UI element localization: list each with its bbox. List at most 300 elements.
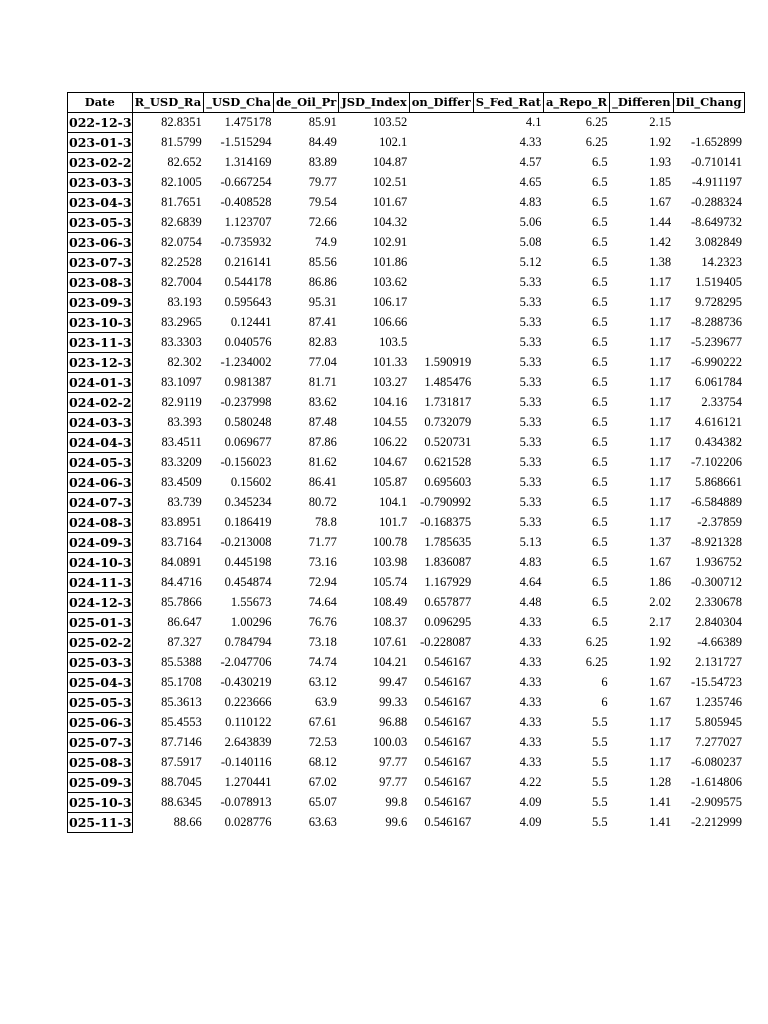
table-cell[interactable]: 78.8 xyxy=(314,515,337,529)
table-cell[interactable]: 14.2323 xyxy=(701,255,742,269)
table-cell[interactable]: 74.9 xyxy=(314,235,337,249)
table-cell[interactable]: 2.02 xyxy=(649,595,672,609)
date-cell[interactable]: 024-02-2 xyxy=(68,393,133,413)
table-cell[interactable]: 1.86 xyxy=(649,575,672,589)
table-cell[interactable]: 5.33 xyxy=(519,515,542,529)
table-cell[interactable]: 5.08 xyxy=(519,235,542,249)
table-cell[interactable]: 106.66 xyxy=(372,315,408,329)
table-cell[interactable]: 6.5 xyxy=(591,595,608,609)
table-cell[interactable]: 82.8351 xyxy=(161,115,202,130)
table-cell[interactable]: 5.5 xyxy=(591,755,608,769)
table-cell[interactable]: 1.55673 xyxy=(230,595,272,609)
table-cell[interactable]: 6.5 xyxy=(591,155,608,169)
table-cell[interactable]: 6.5 xyxy=(591,395,608,409)
table-cell[interactable]: 82.7004 xyxy=(161,275,202,289)
table-cell[interactable]: 6.5 xyxy=(591,615,608,629)
table-cell[interactable]: 1.41 xyxy=(649,815,672,829)
table-cell[interactable]: 105.87 xyxy=(372,475,408,489)
table-cell[interactable]: 1.17 xyxy=(649,435,672,449)
date-cell[interactable]: 024-05-3 xyxy=(68,453,133,473)
table-cell[interactable]: 6.5 xyxy=(591,535,608,549)
table-cell[interactable]: -0.288324 xyxy=(690,195,742,209)
table-cell[interactable]: 1.17 xyxy=(649,455,672,469)
table-cell[interactable]: 1.41 xyxy=(649,795,672,809)
table-cell[interactable]: 0.454874 xyxy=(224,575,272,589)
table-cell[interactable]: 1.44 xyxy=(649,215,672,229)
table-cell[interactable]: -1.515294 xyxy=(220,135,272,149)
column-header[interactable]: de_Oil_Pr xyxy=(273,93,338,113)
table-cell[interactable]: 1.17 xyxy=(649,295,672,309)
table-cell[interactable]: 1.17 xyxy=(649,415,672,429)
date-cell[interactable]: 022-12-3 xyxy=(68,113,133,133)
table-cell[interactable]: 0.096295 xyxy=(424,615,472,629)
table-cell[interactable]: 82.0754 xyxy=(161,235,202,249)
table-cell[interactable]: 1.123707 xyxy=(224,215,272,229)
table-cell[interactable]: 1.28 xyxy=(649,775,672,789)
table-cell[interactable]: 4.22 xyxy=(519,775,542,789)
date-cell[interactable]: 024-10-3 xyxy=(68,553,133,573)
column-header[interactable]: Dil_Chang xyxy=(673,93,744,113)
column-header[interactable]: _USD_Cha xyxy=(204,93,274,113)
table-cell[interactable]: 103.27 xyxy=(372,375,408,389)
table-cell[interactable]: 105.74 xyxy=(372,575,408,589)
table-cell[interactable]: 73.18 xyxy=(308,635,337,649)
table-cell[interactable]: 5.33 xyxy=(519,475,542,489)
table-cell[interactable]: 6.5 xyxy=(591,515,608,529)
table-cell[interactable]: -0.237998 xyxy=(220,395,272,409)
table-cell[interactable]: 103.98 xyxy=(372,555,408,569)
table-cell[interactable]: 6.5 xyxy=(591,235,608,249)
table-cell[interactable]: 1.785635 xyxy=(424,535,472,549)
table-cell[interactable]: -0.228087 xyxy=(420,635,472,649)
table-cell[interactable]: 86.647 xyxy=(167,615,202,629)
date-cell[interactable]: 024-04-3 xyxy=(68,433,133,453)
table-cell[interactable]: 5.33 xyxy=(519,495,542,509)
table-cell[interactable]: 4.1 xyxy=(525,115,542,130)
table-cell[interactable]: 6.5 xyxy=(591,575,608,589)
table-cell[interactable]: 1.270441 xyxy=(224,775,272,789)
table-cell[interactable]: 0.546167 xyxy=(424,815,472,829)
table-cell[interactable]: -6.080237 xyxy=(690,755,742,769)
table-cell[interactable]: 104.55 xyxy=(372,415,408,429)
table-cell[interactable]: 1.38 xyxy=(649,255,672,269)
table-cell[interactable]: 5.12 xyxy=(519,255,542,269)
table-cell[interactable]: 6.25 xyxy=(585,655,608,669)
table-cell[interactable]: 1.17 xyxy=(649,315,672,329)
table-cell[interactable]: 5.868661 xyxy=(695,475,742,489)
table-cell[interactable]: 63.9 xyxy=(314,695,337,709)
table-cell[interactable]: 1.17 xyxy=(649,755,672,769)
table-cell[interactable]: 4.65 xyxy=(519,175,542,189)
table-cell[interactable]: 74.74 xyxy=(308,655,337,669)
table-cell[interactable]: -8.921328 xyxy=(690,535,742,549)
table-cell[interactable]: -5.239677 xyxy=(690,335,742,349)
table-cell[interactable]: 5.805945 xyxy=(695,715,742,729)
table-cell[interactable]: 1.17 xyxy=(649,475,672,489)
table-cell[interactable]: 1.67 xyxy=(649,555,672,569)
table-cell[interactable]: 1.17 xyxy=(649,355,672,369)
table-cell[interactable]: 0.695603 xyxy=(424,475,472,489)
table-cell[interactable]: 67.61 xyxy=(308,715,337,729)
table-cell[interactable]: -0.735932 xyxy=(220,235,272,249)
table-cell[interactable]: -0.140116 xyxy=(220,755,272,769)
table-cell[interactable]: 84.4716 xyxy=(161,575,202,589)
table-cell[interactable]: 6.5 xyxy=(591,435,608,449)
table-cell[interactable]: 83.1097 xyxy=(161,375,202,389)
table-cell[interactable]: -6.990222 xyxy=(690,355,742,369)
table-cell[interactable]: -1.652899 xyxy=(690,135,742,149)
table-cell[interactable]: 6.5 xyxy=(591,295,608,309)
table-cell[interactable]: 83.3303 xyxy=(161,335,202,349)
column-header[interactable]: on_Differ xyxy=(409,93,473,113)
date-cell[interactable]: 024-11-3 xyxy=(68,573,133,593)
date-cell[interactable]: 023-04-3 xyxy=(68,193,133,213)
date-cell[interactable]: 025-06-3 xyxy=(68,713,133,733)
table-cell[interactable] xyxy=(409,213,473,233)
table-cell[interactable]: 0.621528 xyxy=(424,455,472,469)
table-cell[interactable]: -2.37859 xyxy=(697,515,742,529)
table-cell[interactable]: -4.911197 xyxy=(691,175,742,189)
table-cell[interactable]: -2.909575 xyxy=(690,795,742,809)
date-cell[interactable]: 024-01-3 xyxy=(68,373,133,393)
table-cell[interactable]: 83.739 xyxy=(167,495,202,509)
table-cell[interactable]: 82.1005 xyxy=(161,175,202,189)
table-cell[interactable] xyxy=(409,153,473,173)
table-cell[interactable]: 104.87 xyxy=(372,155,408,169)
table-cell[interactable]: 5.5 xyxy=(591,795,608,809)
table-cell[interactable]: 0.186419 xyxy=(224,515,272,529)
table-cell[interactable]: -7.102206 xyxy=(690,455,742,469)
table-cell[interactable]: 0.544178 xyxy=(224,275,272,289)
table-cell[interactable]: -4.66389 xyxy=(697,635,742,649)
table-cell[interactable]: 72.53 xyxy=(308,735,337,749)
date-cell[interactable]: 023-03-3 xyxy=(68,173,133,193)
table-cell[interactable]: 85.56 xyxy=(308,255,337,269)
date-cell[interactable]: 023-09-3 xyxy=(68,293,133,313)
table-cell[interactable]: -0.430219 xyxy=(220,675,272,689)
table-cell[interactable]: 99.6 xyxy=(385,815,408,829)
table-cell[interactable]: 108.49 xyxy=(372,595,408,609)
table-cell[interactable]: 96.88 xyxy=(379,715,408,729)
table-cell[interactable] xyxy=(409,233,473,253)
table-cell[interactable]: 103.52 xyxy=(372,115,408,130)
table-cell[interactable]: 0.981387 xyxy=(224,375,272,389)
table-cell[interactable]: 82.9119 xyxy=(161,395,202,409)
table-cell[interactable]: 3.082849 xyxy=(695,235,742,249)
table-cell[interactable]: 101.67 xyxy=(372,195,408,209)
date-cell[interactable]: 023-02-2 xyxy=(68,153,133,173)
table-cell[interactable]: 99.47 xyxy=(379,675,408,689)
table-cell[interactable]: 81.5799 xyxy=(161,135,202,149)
table-cell[interactable]: 1.37 xyxy=(649,535,672,549)
table-cell[interactable]: 1.731817 xyxy=(424,395,472,409)
table-cell[interactable]: 0.345234 xyxy=(224,495,272,509)
table-cell[interactable]: -0.710141 xyxy=(690,155,742,169)
table-cell[interactable]: 73.16 xyxy=(308,555,337,569)
date-cell[interactable]: 023-05-3 xyxy=(68,213,133,233)
table-cell[interactable]: 82.2528 xyxy=(161,255,202,269)
table-cell[interactable]: 104.1 xyxy=(379,495,408,509)
table-cell[interactable]: 0.546167 xyxy=(424,775,472,789)
table-cell[interactable]: 6.5 xyxy=(591,315,608,329)
table-cell[interactable]: 5.33 xyxy=(519,315,542,329)
date-cell[interactable]: 023-12-3 xyxy=(68,353,133,373)
table-cell[interactable]: -0.078913 xyxy=(220,795,272,809)
table-cell[interactable]: 85.4553 xyxy=(161,715,202,729)
table-cell[interactable]: 4.33 xyxy=(519,135,542,149)
table-cell[interactable]: 71.77 xyxy=(308,535,337,549)
table-cell[interactable]: 82.83 xyxy=(308,335,337,349)
table-cell[interactable]: 0.223666 xyxy=(224,695,272,709)
table-cell[interactable]: 1.42 xyxy=(649,235,672,249)
table-cell[interactable]: 0.546167 xyxy=(424,655,472,669)
table-cell[interactable]: 1.475178 xyxy=(224,115,272,130)
table-cell[interactable]: 1.17 xyxy=(649,735,672,749)
table-cell[interactable]: 4.83 xyxy=(519,555,542,569)
table-cell[interactable]: 99.33 xyxy=(379,695,408,709)
table-cell[interactable]: 5.33 xyxy=(519,355,542,369)
table-cell[interactable]: 0.15602 xyxy=(230,475,272,489)
table-cell[interactable]: 6.5 xyxy=(591,215,608,229)
table-cell[interactable]: 102.51 xyxy=(372,175,408,189)
table-cell[interactable]: -8.649732 xyxy=(690,215,742,229)
table-cell[interactable]: 1.00296 xyxy=(230,615,272,629)
table-cell[interactable]: 88.7045 xyxy=(161,775,202,789)
table-cell[interactable]: 5.5 xyxy=(591,735,608,749)
table-cell[interactable]: 4.48 xyxy=(519,595,542,609)
date-cell[interactable]: 024-09-3 xyxy=(68,533,133,553)
table-cell[interactable]: 0.040576 xyxy=(224,335,272,349)
table-cell[interactable]: 6.5 xyxy=(591,255,608,269)
table-cell[interactable]: 0.784794 xyxy=(224,635,272,649)
table-cell[interactable]: 63.12 xyxy=(308,675,337,689)
table-cell[interactable]: 103.62 xyxy=(372,275,408,289)
table-cell[interactable]: 65.07 xyxy=(308,795,337,809)
table-cell[interactable]: -0.300712 xyxy=(690,575,742,589)
table-cell[interactable] xyxy=(409,333,473,353)
table-cell[interactable]: 5.33 xyxy=(519,435,542,449)
table-cell[interactable]: 106.17 xyxy=(372,295,408,309)
table-cell[interactable]: 2.131727 xyxy=(695,655,742,669)
date-cell[interactable]: 023-07-3 xyxy=(68,253,133,273)
table-cell[interactable]: -0.408528 xyxy=(220,195,272,209)
table-cell[interactable]: 85.1708 xyxy=(161,675,202,689)
table-cell[interactable]: -8.288736 xyxy=(690,315,742,329)
table-cell[interactable]: 1.485476 xyxy=(424,375,472,389)
table-cell[interactable]: 5.33 xyxy=(519,295,542,309)
table-cell[interactable]: 81.7651 xyxy=(161,195,202,209)
table-cell[interactable]: 74.64 xyxy=(308,595,337,609)
date-cell[interactable]: 024-03-3 xyxy=(68,413,133,433)
table-cell[interactable]: 1.17 xyxy=(649,495,672,509)
table-cell[interactable]: 100.78 xyxy=(372,535,408,549)
table-cell[interactable]: 106.22 xyxy=(372,435,408,449)
table-cell[interactable]: 5.33 xyxy=(519,415,542,429)
table-cell[interactable]: 85.91 xyxy=(308,115,337,130)
table-cell[interactable]: 0.732079 xyxy=(424,415,472,429)
table-cell[interactable]: 1.17 xyxy=(649,275,672,289)
table-cell[interactable]: 0.546167 xyxy=(424,695,472,709)
column-header[interactable]: R_USD_Ra xyxy=(132,93,204,113)
table-cell[interactable]: 6.25 xyxy=(585,635,608,649)
table-cell[interactable]: 1.85 xyxy=(649,175,672,189)
table-cell[interactable]: 1.67 xyxy=(649,675,672,689)
table-cell[interactable]: 83.2965 xyxy=(161,315,202,329)
date-cell[interactable]: 024-06-3 xyxy=(68,473,133,493)
table-cell[interactable]: 103.5 xyxy=(379,335,408,349)
table-cell[interactable]: 82.6839 xyxy=(161,215,202,229)
table-cell[interactable]: 2.643839 xyxy=(224,735,272,749)
table-cell[interactable]: 5.33 xyxy=(519,335,542,349)
date-cell[interactable]: 023-10-3 xyxy=(68,313,133,333)
table-cell[interactable] xyxy=(409,313,473,333)
table-cell[interactable]: 83.4511 xyxy=(161,435,202,449)
table-cell[interactable]: 5.5 xyxy=(591,715,608,729)
table-cell[interactable]: 83.7164 xyxy=(161,535,202,549)
table-cell[interactable]: 6.25 xyxy=(585,115,608,130)
table-cell[interactable]: 107.61 xyxy=(372,635,408,649)
table-cell[interactable]: 0.580248 xyxy=(224,415,272,429)
table-cell[interactable]: -0.790992 xyxy=(420,495,472,509)
table-cell[interactable]: 68.12 xyxy=(308,755,337,769)
table-cell[interactable]: 87.41 xyxy=(308,315,337,329)
table-cell[interactable]: 79.77 xyxy=(308,175,337,189)
table-cell[interactable]: 83.393 xyxy=(167,415,202,429)
table-cell[interactable]: 108.37 xyxy=(372,615,408,629)
table-cell[interactable]: 0.595643 xyxy=(224,295,272,309)
table-cell[interactable]: 72.66 xyxy=(308,215,337,229)
table-cell[interactable]: 80.72 xyxy=(308,495,337,509)
table-cell[interactable]: 4.83 xyxy=(519,195,542,209)
table-cell[interactable]: -1.234002 xyxy=(220,355,272,369)
table-cell[interactable]: 1.17 xyxy=(649,335,672,349)
table-cell[interactable]: 104.32 xyxy=(372,215,408,229)
table-cell[interactable]: 0.546167 xyxy=(424,795,472,809)
table-cell[interactable]: 87.5917 xyxy=(161,755,202,769)
table-cell[interactable]: -0.156023 xyxy=(220,455,272,469)
table-cell[interactable]: 6.5 xyxy=(591,415,608,429)
table-cell[interactable]: 2.330678 xyxy=(695,595,742,609)
table-cell[interactable]: 1.167929 xyxy=(424,575,472,589)
table-cell[interactable]: 1.92 xyxy=(649,635,672,649)
table-cell[interactable]: 6.5 xyxy=(591,355,608,369)
table-cell[interactable]: 5.33 xyxy=(519,455,542,469)
table-cell[interactable]: 85.3613 xyxy=(161,695,202,709)
date-cell[interactable]: 023-08-3 xyxy=(68,273,133,293)
table-cell[interactable]: 9.728295 xyxy=(695,295,742,309)
table-cell[interactable]: 4.33 xyxy=(519,735,542,749)
table-cell[interactable]: 101.86 xyxy=(372,255,408,269)
table-cell[interactable]: -2.212999 xyxy=(690,815,742,829)
table-cell[interactable]: 87.48 xyxy=(308,415,337,429)
table-cell[interactable]: -0.168375 xyxy=(420,515,472,529)
date-cell[interactable]: 025-02-2 xyxy=(68,633,133,653)
table-cell[interactable]: 6.5 xyxy=(591,175,608,189)
date-cell[interactable]: 023-11-3 xyxy=(68,333,133,353)
table-cell[interactable]: 2.33754 xyxy=(701,395,742,409)
table-cell[interactable] xyxy=(409,293,473,313)
table-cell[interactable]: 5.5 xyxy=(591,815,608,829)
table-cell[interactable]: 4.33 xyxy=(519,695,542,709)
table-cell[interactable]: 0.069677 xyxy=(224,435,272,449)
table-cell[interactable]: 82.652 xyxy=(167,155,202,169)
table-cell[interactable] xyxy=(409,113,473,133)
table-cell[interactable]: 83.62 xyxy=(308,395,337,409)
table-cell[interactable]: 0.657877 xyxy=(424,595,472,609)
table-cell[interactable]: 2.15 xyxy=(649,115,672,130)
table-cell[interactable]: 1.92 xyxy=(649,655,672,669)
table-cell[interactable]: 4.33 xyxy=(519,615,542,629)
table-cell[interactable]: 104.21 xyxy=(372,655,408,669)
table-cell[interactable]: 67.02 xyxy=(308,775,337,789)
table-cell[interactable]: 0.520731 xyxy=(424,435,472,449)
table-cell[interactable] xyxy=(409,253,473,273)
table-cell[interactable]: 83.193 xyxy=(167,295,202,309)
table-cell[interactable]: 102.1 xyxy=(379,135,408,149)
date-cell[interactable]: 025-03-3 xyxy=(68,653,133,673)
table-cell[interactable]: -0.667254 xyxy=(220,175,272,189)
table-cell[interactable]: 85.5388 xyxy=(161,655,202,669)
table-cell[interactable]: 97.77 xyxy=(379,755,408,769)
table-cell[interactable]: 4.33 xyxy=(519,675,542,689)
table-cell[interactable]: 6.5 xyxy=(591,275,608,289)
table-cell[interactable]: 1.93 xyxy=(649,155,672,169)
table-cell[interactable]: 83.4509 xyxy=(161,475,202,489)
table-cell[interactable]: 87.86 xyxy=(308,435,337,449)
table-cell[interactable] xyxy=(673,113,744,133)
table-cell[interactable]: 77.04 xyxy=(308,355,337,369)
table-cell[interactable]: 87.327 xyxy=(167,635,202,649)
table-cell[interactable]: -1.614806 xyxy=(690,775,742,789)
table-cell[interactable]: 0.546167 xyxy=(424,675,472,689)
table-cell[interactable]: 2.840304 xyxy=(695,615,742,629)
column-header[interactable]: a_Repo_R xyxy=(543,93,609,113)
table-cell[interactable]: 0.028776 xyxy=(224,815,272,829)
date-cell[interactable]: 025-04-3 xyxy=(68,673,133,693)
date-cell[interactable]: 024-08-3 xyxy=(68,513,133,533)
table-cell[interactable]: 6.25 xyxy=(585,135,608,149)
table-cell[interactable]: 4.09 xyxy=(519,815,542,829)
table-cell[interactable]: 95.31 xyxy=(308,295,337,309)
date-cell[interactable]: 025-08-3 xyxy=(68,753,133,773)
table-cell[interactable]: -6.584889 xyxy=(690,495,742,509)
date-cell[interactable]: 025-11-3 xyxy=(68,813,133,833)
table-cell[interactable]: -15.54723 xyxy=(690,675,742,689)
table-cell[interactable]: 6 xyxy=(601,675,608,689)
date-cell[interactable]: 024-07-3 xyxy=(68,493,133,513)
table-cell[interactable]: 88.6345 xyxy=(161,795,202,809)
date-cell[interactable]: 025-05-3 xyxy=(68,693,133,713)
table-cell[interactable]: 1.519405 xyxy=(695,275,742,289)
table-cell[interactable]: 0.12441 xyxy=(230,315,272,329)
table-cell[interactable]: 4.33 xyxy=(519,755,542,769)
table-cell[interactable]: 1.67 xyxy=(649,195,672,209)
date-cell[interactable]: 025-07-3 xyxy=(68,733,133,753)
table-cell[interactable]: 6.5 xyxy=(591,335,608,349)
table-cell[interactable]: 1.936752 xyxy=(695,555,742,569)
table-cell[interactable]: 0.546167 xyxy=(424,735,472,749)
column-header[interactable]: JSD_Index xyxy=(339,93,409,113)
table-cell[interactable]: 79.54 xyxy=(308,195,337,209)
table-cell[interactable]: 83.89 xyxy=(308,155,337,169)
table-cell[interactable]: 5.13 xyxy=(519,535,542,549)
table-cell[interactable] xyxy=(409,133,473,153)
table-cell[interactable]: 0.110122 xyxy=(225,715,272,729)
date-cell[interactable]: 023-06-3 xyxy=(68,233,133,253)
table-cell[interactable]: 81.62 xyxy=(308,455,337,469)
table-cell[interactable]: 2.17 xyxy=(649,615,672,629)
table-cell[interactable]: 6.5 xyxy=(591,495,608,509)
